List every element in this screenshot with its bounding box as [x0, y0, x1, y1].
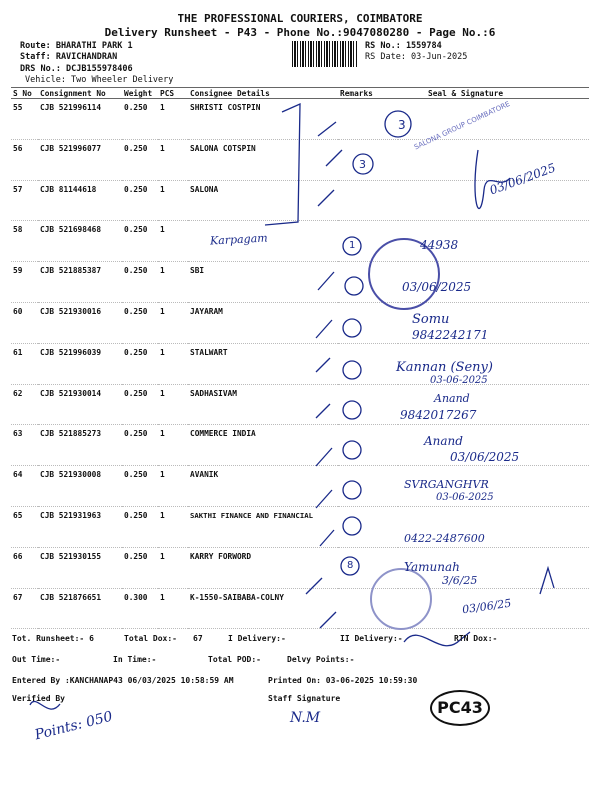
tick-mark	[320, 530, 334, 546]
bracket-mark	[265, 104, 300, 225]
tick-mark	[318, 122, 336, 136]
table-row: 67 CJB 521876651 0.300 1 K-1550-SAIBABA-COLNY	[11, 588, 589, 629]
handwritten-name: Somu	[412, 312, 450, 327]
tick-mark	[318, 190, 334, 206]
total-runsheet: Tot. Runsheet:- 6	[12, 634, 94, 643]
handwritten-date: 03/06/2025	[450, 450, 520, 464]
vehicle-label: Vehicle: Two Wheeler Delivery	[25, 75, 174, 85]
total-dox-value: 67	[193, 634, 203, 643]
handwritten-name: Anand	[424, 434, 463, 448]
out-time: Out Time:-	[12, 655, 61, 664]
table-row: 58 CJB 521698468 0.250 1	[11, 221, 589, 262]
table-row: 60 CJB 521930016 0.250 1 JAYARAM	[11, 302, 589, 343]
i-delivery: I Delivery:-	[228, 634, 286, 643]
table-row: 57 CJB 81144618 0.250 1 SALONA	[11, 180, 589, 221]
rtn-dox: RTN Dox:-	[454, 634, 498, 643]
salona-stamp: SALONA GROUP COIMBATORE	[412, 99, 512, 152]
table-row: 56 CJB 521996077 0.250 1 SALONA COTSPIN	[11, 139, 589, 180]
document-subtitle: Delivery Runsheet - P43 - Phone No.:9047080280 - Page No.:6	[104, 26, 496, 39]
tick-mark	[326, 150, 342, 166]
total-pod: Total POD:-	[208, 655, 261, 664]
tick-mark	[320, 612, 336, 628]
col-consignee: Consignee Details	[188, 88, 338, 99]
tick-mark	[316, 320, 332, 338]
table-row: 62 CJB 521930014 0.250 1 SADHASIVAM	[11, 384, 589, 425]
staff-signature-label: Staff Signature	[268, 694, 341, 703]
pc43-stamp: PC43	[430, 690, 490, 726]
tick-mark	[306, 578, 322, 594]
tick-mark	[316, 448, 332, 466]
table-row: 65 CJB 521931963 0.250 1 SAKTHI FINANCE AND FINANCIAL	[11, 506, 589, 547]
handwritten-date: 03-06-2025	[436, 492, 494, 503]
route-label: Route: BHARATHI PARK 1	[20, 41, 133, 51]
table-row: 63 CJB 521885273 0.250 1 COMMERCE INDIA	[11, 425, 589, 466]
handwritten-name: Anand	[434, 392, 470, 405]
circled-number: 3	[398, 118, 406, 132]
ii-delivery: II Delivery:-	[340, 634, 403, 643]
rs-date: RS Date: 03-Jun-2025	[365, 52, 468, 62]
table-row: 55 CJB 521996114 0.250 1 SHRISTI COSTPIN	[11, 99, 589, 140]
tick-mark	[318, 272, 334, 290]
col-pcs: PCS	[158, 88, 188, 99]
handwritten-name: Karpagam	[209, 231, 268, 248]
handwritten-number: 9842242171	[412, 328, 489, 342]
handwritten-number: 0422-2487600	[404, 532, 485, 545]
drs-label: DRS No.: DCJB155978406	[20, 64, 133, 74]
entered-by: Entered By :KANCHANAP43 06/03/2025 10:58:59 AM	[12, 676, 234, 685]
tick-mark	[316, 358, 330, 372]
points-handwritten: Points: 050	[33, 708, 115, 744]
tick-mark	[316, 404, 330, 418]
circled-number: 8	[347, 560, 354, 571]
table-row: 61 CJB 521996039 0.250 1 STALWART	[11, 343, 589, 384]
handwritten-number: 44938	[420, 238, 459, 252]
col-sno: S No	[11, 88, 38, 99]
handwritten-number: 9842017267	[400, 408, 477, 422]
total-dox-label: Total Dox:-	[124, 634, 177, 643]
staff-signature-scribble: N.M	[290, 710, 321, 726]
col-seal: Seal & Signature	[398, 88, 589, 99]
handwritten-name: SVRGANGHVR	[404, 478, 489, 491]
delivery-points: Delvy Points:-	[287, 655, 355, 664]
col-remarks: Remarks	[338, 88, 398, 99]
handwritten-date: 03/06/25	[461, 596, 513, 617]
handwritten-date: 03/06/2025	[487, 160, 558, 198]
in-time: In Time:-	[113, 655, 157, 664]
col-weight: Weight	[122, 88, 158, 99]
printed-on: Printed On: 03-06-2025 10:59:30	[268, 676, 418, 685]
handwritten-name: Yamunah	[404, 560, 460, 574]
table-row: 59 CJB 521885387 0.250 1 SBI	[11, 262, 589, 303]
document-title: THE PROFESSIONAL COURIERS, COIMBATORE	[177, 12, 423, 25]
table-row: 64 CJB 521930008 0.250 1 AVANIK	[11, 466, 589, 507]
staff-label: Staff: RAVICHANDRAN	[20, 52, 118, 62]
handwritten-date: 03-06-2025	[430, 375, 488, 386]
verified-by: Verified By	[12, 694, 65, 703]
col-consignment: Consignment No	[38, 88, 122, 99]
handwritten-date: 03/06/2025	[402, 280, 472, 294]
rs-number: RS No.: 1559784	[365, 41, 442, 51]
handwritten-name: Kannan (Seny)	[396, 360, 493, 375]
tick-mark	[316, 490, 332, 508]
circled-number: 3	[359, 158, 366, 171]
handwritten-date: 3/6/25	[442, 574, 478, 587]
circled-number: 1	[349, 240, 356, 251]
table-row: 66 CJB 521930155 0.250 1 KARRY FORWORD	[11, 547, 589, 588]
